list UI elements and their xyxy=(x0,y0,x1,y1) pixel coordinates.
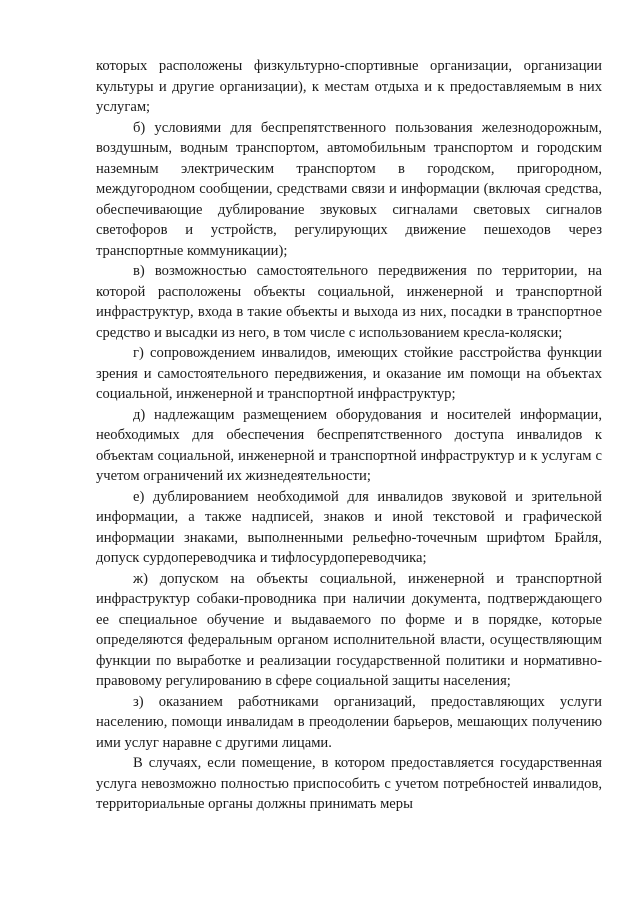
paragraph-g: г) сопровождением инвалидов, имеющих стойкие расстройства функции зрения и самостоятельного передвижения, и оказание им помощи на объектах социальной, инженерной и транспортной инфраструктур; xyxy=(96,345,602,402)
paragraph-final: В случаях, если помещение, в котором предоставляется государственная услуга невозможно полностью приспособить с учетом потребностей инвалидов, территориальные органы должны принимать меры xyxy=(96,755,602,812)
paragraph-zh: ж) допуском на объекты социальной, инженерной и транспортной инфраструктур собаки-проводника при наличии документа, подтверждающего ее специальное обучение и выдаваемого по форме и в порядке, которые определяются федеральным органом исполнительной власти, осуществляющим функции по выработке и реализации государственной политики и нормативно-правовому регулированию в сфере социальной защиты населения; xyxy=(96,570,602,689)
document-body xyxy=(96,56,602,815)
paragraph-b: б) условиями для беспрепятственного пользования железнодорожным, воздушным, водным транспортом, автомобильным транспортом и городским наземным электрическим транспортом в городском, пригородном, междугородном сообщении, средствами связи и информации (включая средства, обеспечивающие дублирование звуковых сигналами световых сигналов светофоров и устройств, регулирующих движение пешеходов через транспортные коммуникации); xyxy=(96,119,602,259)
paragraph-continuation: которых расположены физкультурно-спортивные организации, организации культуры и другие организации), к местам отдыха и к предоставляемым в них услугам; xyxy=(96,58,602,115)
paragraph-d: д) надлежащим размещением оборудования и носителей информации, необходимых для обеспечения беспрепятственного доступа инвалидов к объектам социальной, инженерной и транспортной инфраструктур и к услугам с учетом ограничений их жизнедеятельности; xyxy=(96,406,602,484)
paragraph-e: е) дублированием необходимой для инвалидов звуковой и зрительной информации, а также надписей, знаков и иной текстовой и графической информации знаками, выполненными рельефно-точечным шрифтом Брайля, допуск сурдопереводчика и тифлосурдопереводчика; xyxy=(96,488,602,566)
paragraph-v: в) возможностью самостоятельного передвижения по территории, на которой расположены объекты социальной, инженерной и транспортной инфраструктур, входа в такие объекты и выхода из них, посадки в транспортное средство и высадки из него, в том числе с использованием кресла-коляски; xyxy=(96,263,602,341)
paragraph-z: з) оказанием работниками организаций, предоставляющих услуги населению, помощи инвалидам в преодолении барьеров, мешающих получению ими услуг наравне с другими лицами. xyxy=(96,693,602,751)
